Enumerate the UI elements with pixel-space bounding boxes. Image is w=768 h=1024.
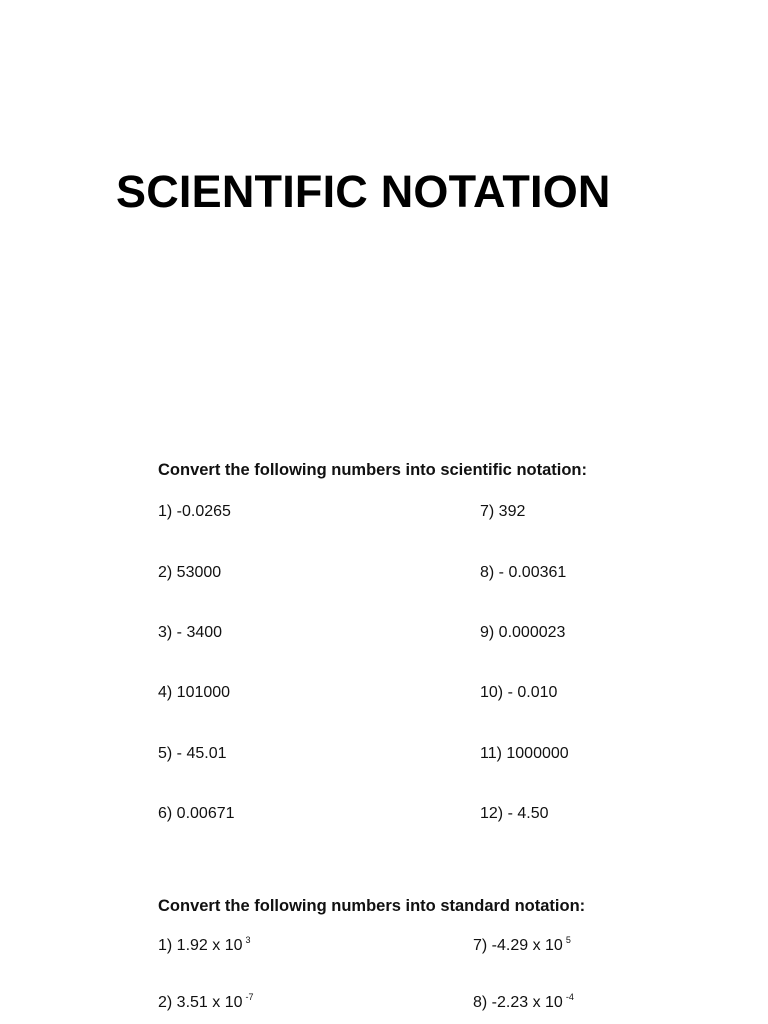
- scientific-problem-6: 6) 0.00671: [158, 805, 235, 822]
- standard-problem-8: [473, 994, 574, 1012]
- standard-section-heading: Convert the following numbers into standard notation:: [158, 897, 586, 915]
- standard-problem-8-exponent: -4: [565, 992, 574, 1002]
- standard-problem-2-exponent: -7: [245, 992, 254, 1002]
- standard-problem-7: [473, 937, 571, 955]
- standard-problem-8-base: 8) -2.23 x 10: [473, 994, 563, 1011]
- standard-problem-1: [158, 937, 251, 955]
- scientific-section-heading: Convert the following numbers into scientific notation:: [158, 461, 587, 479]
- standard-problem-1-base: 1) 1.92 x 10: [158, 937, 243, 954]
- scientific-problem-4: 4) 101000: [158, 684, 231, 701]
- page-title: SCIENTIFIC NOTATION: [116, 166, 611, 217]
- standard-problem-2: [158, 994, 254, 1012]
- standard-problem-7-exponent: 5: [565, 935, 571, 945]
- standard-problem-1-exponent: 3: [245, 935, 251, 945]
- scientific-problem-11: 11) 1000000: [480, 745, 569, 762]
- scientific-problem-7: 7) 392: [480, 503, 526, 520]
- scientific-problem-10: 10) - 0.010: [480, 684, 558, 701]
- scientific-problem-5: 5) - 45.01: [158, 745, 227, 762]
- scientific-problem-9: 9) 0.000023: [480, 624, 566, 641]
- scientific-problem-3: 3) - 3400: [158, 624, 223, 641]
- scientific-problem-8: 8) - 0.00361: [480, 564, 567, 581]
- scientific-problem-1: 1) -0.0265: [158, 503, 231, 520]
- standard-problem-7-base: 7) -4.29 x 10: [473, 937, 563, 954]
- standard-problem-2-base: 2) 3.51 x 10: [158, 994, 243, 1011]
- scientific-problem-12: 12) - 4.50: [480, 805, 549, 822]
- scientific-problem-2: 2) 53000: [158, 564, 222, 581]
